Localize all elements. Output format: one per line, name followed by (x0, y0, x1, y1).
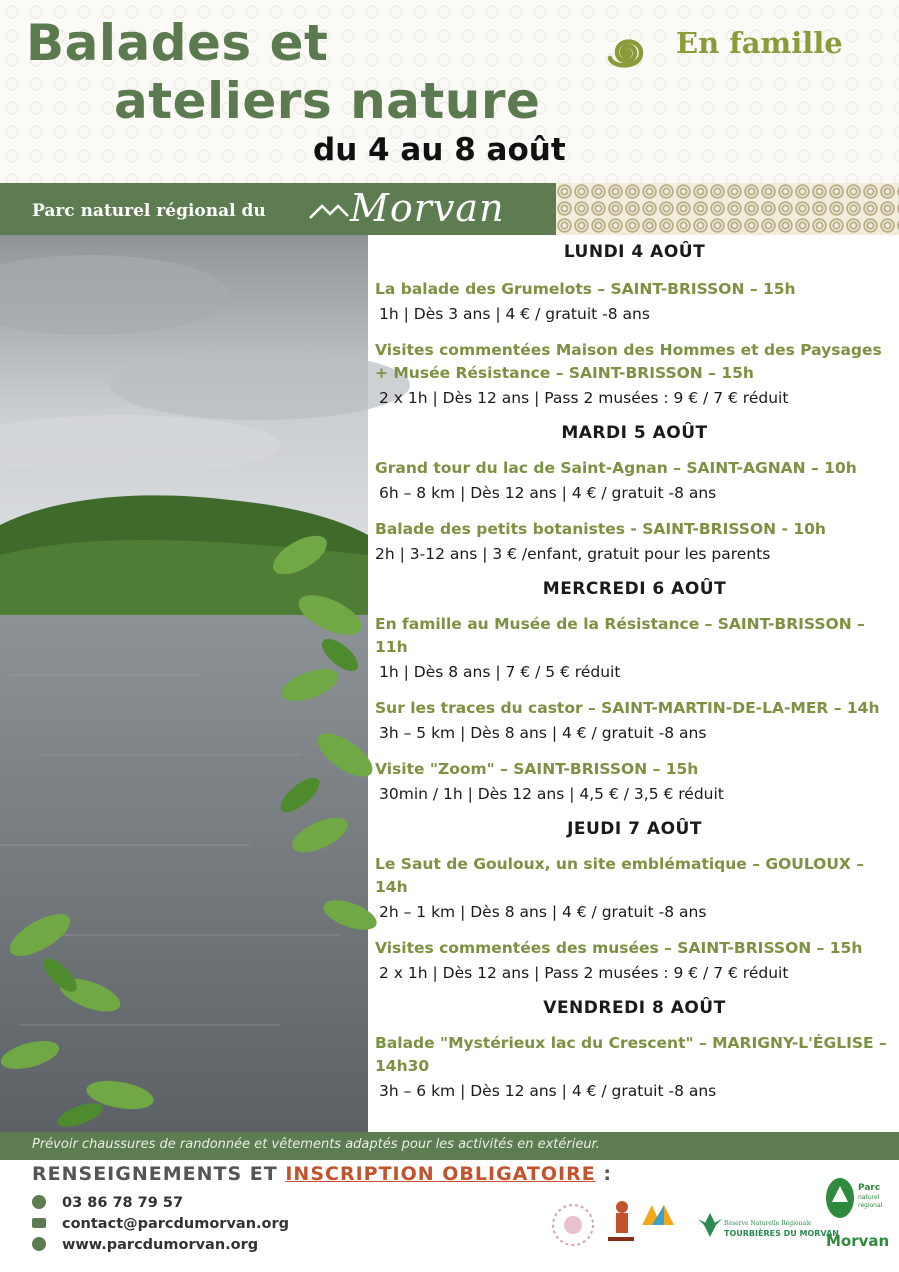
globe-icon (32, 1237, 46, 1251)
event-info: 30min / 1h | Dès 12 ans | 4,5 € / 3,5 € réduit (379, 785, 724, 803)
event-title: Grand tour du lac de Saint-Agnan – SAINT-AGNAN – 10h (375, 459, 857, 477)
event-info: 1h | Dès 3 ans | 4 € / gratuit -8 ans (379, 305, 650, 323)
date-range: du 4 au 8 août (313, 132, 566, 168)
reserve-logo-line1: Réserve Naturelle Régionale (724, 1220, 812, 1227)
contact-heading-highlight: INSCRIPTION OBLIGATOIRE (285, 1163, 596, 1185)
event-title: Balade "Mystérieux lac du Crescent" – MARIGNY-L'ÉGLISE – 14h30 (375, 1034, 887, 1075)
parc-logo-line2: naturel (858, 1194, 880, 1201)
day-heading: MERCREDI 6 AOÛT (542, 579, 727, 599)
mail-icon (32, 1218, 46, 1228)
day-heading: JEUDI 7 AOÛT (567, 819, 702, 839)
event-item (370, 937, 899, 984)
event-title: Balade des petits botanistes - SAINT-BRISSON - 10h (375, 520, 826, 538)
event-info: 1h | Dès 8 ans | 7 € / 5 € réduit (379, 663, 621, 681)
event-item (370, 457, 899, 504)
event-item (370, 518, 899, 565)
title-line-2: ateliers nature (114, 72, 541, 130)
mountain-icon (308, 200, 350, 222)
contact-email-row[interactable] (32, 1216, 289, 1232)
contact-phone[interactable]: 03 86 78 79 57 (62, 1195, 184, 1211)
morvan-terre-de-resistances-logo (604, 1195, 636, 1255)
spiral-icon (596, 22, 656, 82)
event-item (370, 853, 899, 923)
reserve-tourbieres-logo (690, 1195, 840, 1255)
contact-phone-row[interactable] (32, 1195, 183, 1211)
reserve-logo-line2: TOURBIÈRES DU MORVAN (724, 1229, 840, 1238)
band-pattern (556, 183, 899, 235)
event-item (370, 613, 899, 683)
contact-website[interactable]: www.parcdumorvan.org (62, 1237, 259, 1253)
schedule (370, 235, 899, 1102)
park-band-label: Parc naturel régional du (32, 201, 266, 221)
event-info: 2 x 1h | Dès 12 ans | Pass 2 musées : 9 € / 7 € réduit (379, 964, 789, 982)
contact-heading-text: RENSEIGNEMENTS ET (32, 1163, 278, 1185)
contact-heading (32, 1163, 612, 1185)
page-title (26, 14, 540, 130)
title-line-1: Balades et (26, 14, 329, 72)
contact-website-row[interactable] (32, 1237, 258, 1253)
event-title: Visites commentées des musées – SAINT-BRISSON – 15h (375, 939, 863, 957)
event-title: Le Saut de Gouloux, un site emblématique – GOULOUX – 14h (375, 855, 865, 896)
event-title: En famille au Musée de la Résistance – SAINT-BRISSON – 11h (375, 615, 865, 656)
day-heading: VENDREDI 8 AOÛT (543, 998, 726, 1018)
parc-logo-line1: Parc (858, 1183, 881, 1193)
maison-hommes-paysages-logo (546, 1195, 600, 1255)
event-title: Visites commentées Maison des Hommes et des Paysages + Musée Résistance – SAINT-BRISSON – 15h (375, 341, 882, 382)
event-item (370, 339, 899, 409)
event-info: 6h – 8 km | Dès 12 ans | 4 € / gratuit -8 ans (379, 484, 717, 502)
event-item (370, 758, 899, 805)
parc-logo-line4: Morvan (826, 1232, 890, 1250)
parc-morvan-logo (822, 1172, 890, 1252)
event-item (370, 697, 899, 744)
lake-photo (0, 235, 368, 1132)
event-info: 2h | 3-12 ans | 3 € /enfant, gratuit pour les parents (375, 545, 771, 563)
contact-heading-end: : (595, 1163, 612, 1185)
day-heading: MARDI 5 AOÛT (561, 423, 708, 443)
day-heading: LUNDI 4 AOÛT (563, 242, 706, 262)
event-title: La balade des Grumelots – SAINT-BRISSON – 15h (375, 280, 796, 298)
park-brand: Morvan (350, 186, 505, 230)
event-info: 2 x 1h | Dès 12 ans | Pass 2 musées : 9 € / 7 € réduit (379, 389, 789, 407)
phone-icon (32, 1195, 46, 1209)
event-info: 3h – 5 km | Dès 8 ans | 4 € / gratuit -8 ans (379, 724, 707, 742)
event-item (370, 278, 899, 325)
footer-note: Prévoir chaussures de randonnée et vêtements adaptés pour les activités en extérieur. (32, 1137, 600, 1152)
parc-logo-line3: régional (858, 1202, 883, 1209)
family-badge: En famille (676, 26, 843, 60)
contact-email[interactable]: contact@parcdumorvan.org (62, 1216, 290, 1232)
event-title: Visite "Zoom" – SAINT-BRISSON – 15h (375, 760, 699, 778)
reseau-ecomusee-logo (638, 1195, 678, 1255)
event-info: 3h – 6 km | Dès 12 ans | 4 € / gratuit -8 ans (379, 1082, 717, 1100)
event-info: 2h – 1 km | Dès 8 ans | 4 € / gratuit -8 ans (379, 903, 707, 921)
event-title: Sur les traces du castor – SAINT-MARTIN-DE-LA-MER – 14h (375, 699, 880, 717)
event-item (370, 1032, 899, 1102)
